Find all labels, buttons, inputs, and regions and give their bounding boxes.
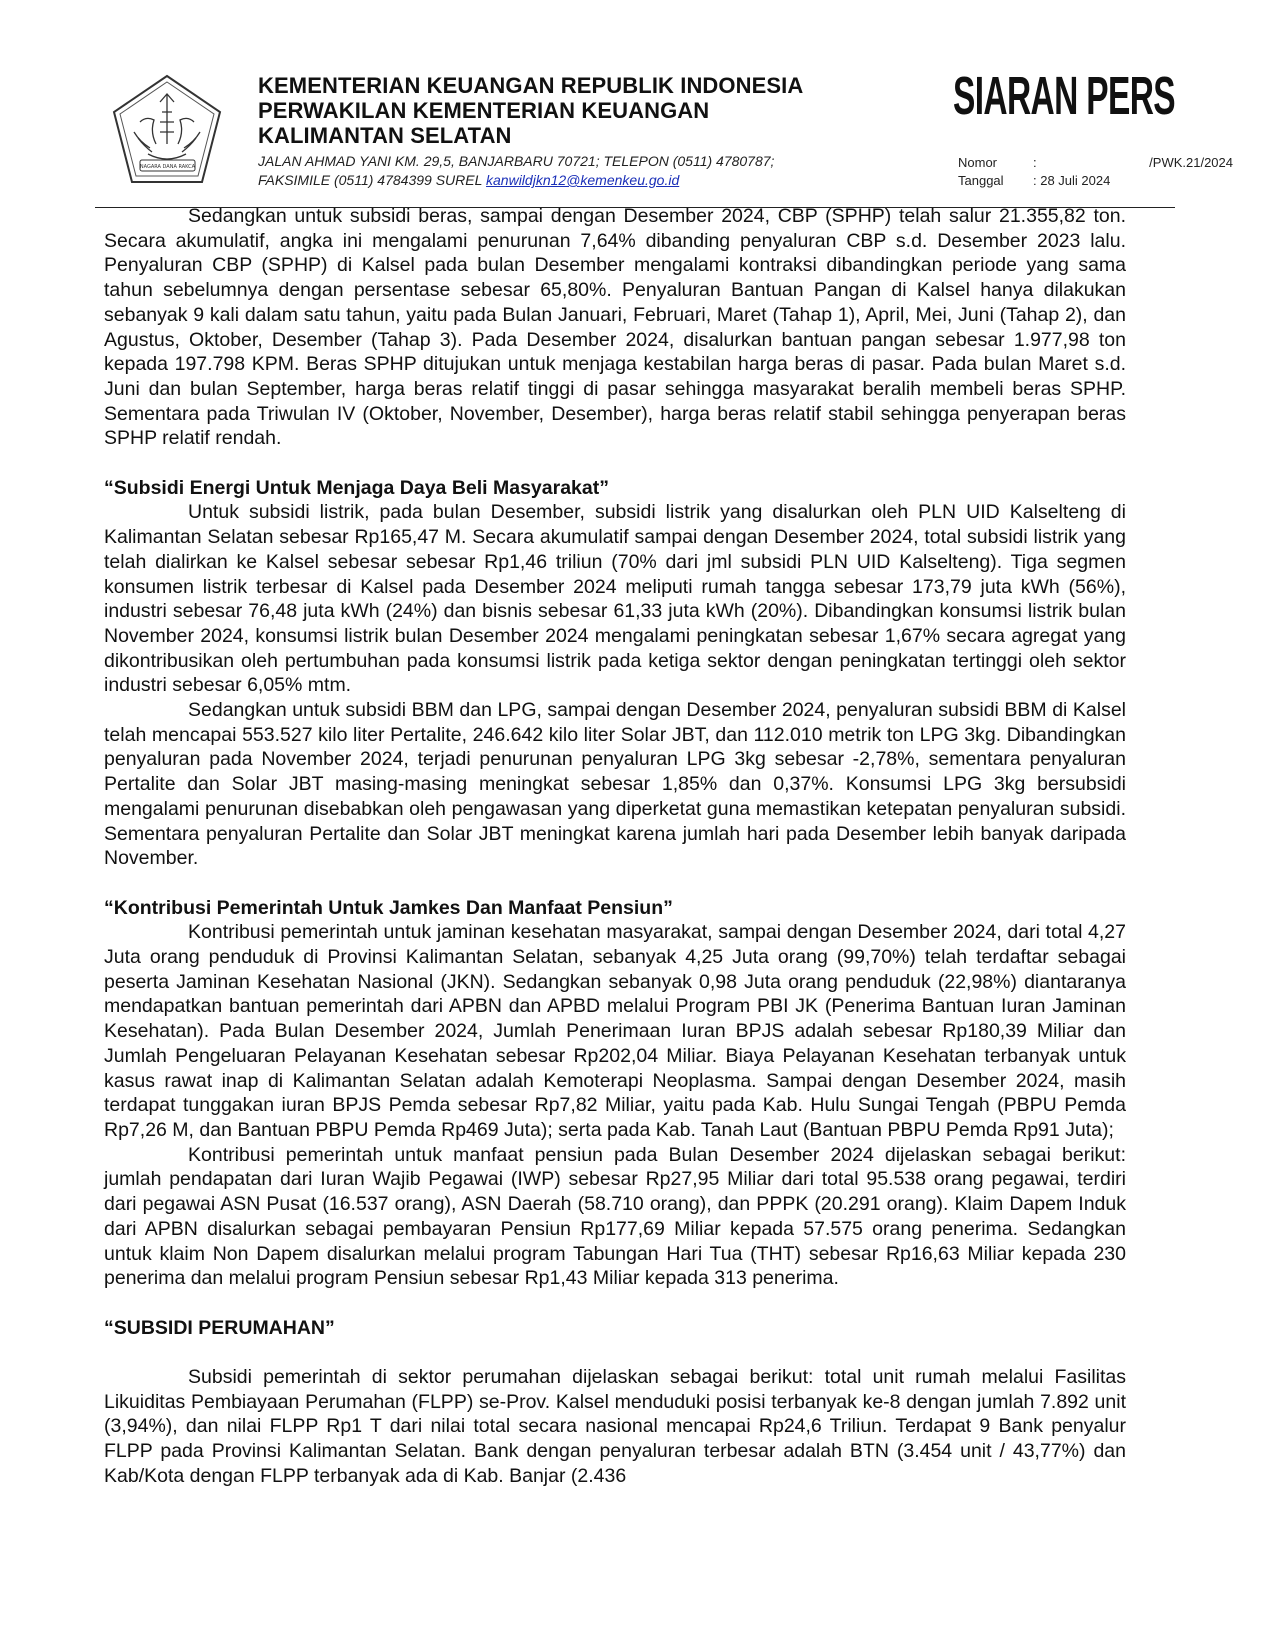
- address-line-2: [258, 171, 774, 190]
- paragraph-fuel-lpg-subsidy: Sedangkan untuk subsidi BBM dan LPG, sampai dengan Desember 2024, penyaluran subsidi BBM di Kalsel telah mencapai 553.527 kilo liter Pertalite, 246.642 kilo liter Solar JBT, dan 112.010 metrik ton LPG 3kg. Dibandingkan penyaluran pada November 2024, terjadi penurunan penyaluran LPG 3kg sebesar -2,78%, sementara penyaluran Pertalite dan Solar JBT masing-masing meningkat sebesar 1,85% dan 0,37%. Konsumsi LPG 3kg bersubsidi mengalami penurunan disebabkan oleh pengawasan yang diperketat guna memastikan ketepatan penyaluran subsidi. Sementara penyaluran Pertalite dan Solar JBT meningkat karena jumlah hari pada Desember lebih banyak daripada November.: [104, 699, 1126, 870]
- org-line-3: KALIMANTAN SELATAN: [258, 123, 512, 148]
- org-line-2: PERWAKILAN KEMENTERIAN KEUANGAN: [258, 98, 710, 123]
- nomor-label: Nomor: [958, 155, 998, 170]
- release-title: SIARAN PERS: [953, 66, 1175, 126]
- paragraph-rice-subsidy: Sedangkan untuk subsidi beras, sampai dengan Desember 2024, CBP (SPHP) telah salur 21.355,82 ton. Secara akumulatif, angka ini mengalami penurunan 7,64% dibanding penyaluran CBP s.d. Desember 2023 lalu. Penyaluran CBP (SPHP) di Kalsel pada bulan Desember mengalami kontraksi dibandingkan periode yang sama tahun sebelumnya dengan persentase sebesar 65,80%. Penyaluran Bantuan Pangan di Kalsel hanya dilakukan sebanyak 9 kali dalam satu tahun, yaitu pada Bulan Januari, Februari, Maret (Tahap 1), April, Mei, Juni (Tahap 2), dan Agustus, Oktober, Desember (Tahap 3). Pada Desember 2024, disalurkan bantuan pangan sebesar 1.977,98 ton kepada 197.798 KPM. Beras SPHP ditujukan untuk menjaga kestabilan harga beras di pasar. Pada bulan Maret s.d. Juni dan bulan September, harga beras relatif tinggi di pasar sehingga masyarakat beralih membeli beras SPHP. Sementara pada Triwulan IV (Oktober, November, Desember), harga beras relatif stabil sehingga penyerapan beras SPHP relatif rendah.: [104, 205, 1126, 450]
- organization-name: [258, 73, 803, 148]
- logo-text: NAGARA DANA RAKCA: [139, 164, 196, 170]
- nomor-separator: :: [1033, 155, 1037, 170]
- email-link[interactable]: kanwildjkn12@kemenkeu.go.id: [486, 172, 680, 188]
- paragraph-electricity-subsidy: Untuk subsidi listrik, pada bulan Desember, subsidi listrik yang disalurkan oleh PLN UID Kalselteng di Kalimantan Selatan sebesar Rp165,47 M. Secara akumulatif sampai dengan Desember 2024, total subsidi listrik yang telah dialirkan ke Kalsel sebesar sebesar Rp1,46 triliun (70% dari jml subsidi PLN UID Kalselteng). Tiga segmen konsumen listrik terbesar di Kalsel pada Desember 2024 meliputi rumah tangga sebesar 173,79 juta kWh (56%), industri sebesar 76,48 juta kWh (24%) dan bisnis sebesar 61,33 juta kWh (20%). Dibandingkan konsumsi listrik bulan November 2024, konsumsi listrik bulan Desember 2024 mengalami peningkatan sebesar 1,67% secara agregat yang dikontribusikan oleh pertumbuhan pada konsumsi listrik pada ketiga sektor dengan peningkatan tertinggi oleh sektor industri sebesar 6,05% mtm.: [104, 501, 1126, 697]
- paragraph-health-insurance: Kontribusi pemerintah untuk jaminan kesehatan masyarakat, sampai dengan Desember 2024, dari total 4,27 Juta orang penduduk di Provinsi Kalimantan Selatan, sebanyak 4,25 Juta orang (99,70%) telah terdaftar sebagai peserta Jaminan Kesehatan Nasional (JKN). Sedangkan sebanyak 0,98 Juta orang penduduk (22,98%) diantaranya mendapatkan bantuan pemerintah dari APBN dan APBD melalui Program PBI JK (Penerima Bantuan Iuran Jaminan Kesehatan). Pada Bulan Desember 2024, Jumlah Penerimaan Iuran BPJS adalah sebesar Rp180,39 Miliar dan Jumlah Pengeluaran Pelayanan Kesehatan sebesar Rp202,04 Miliar. Biaya Pelayanan Kesehatan terbanyak untuk kasus rawat inap di Kalimantan Selatan adalah Kemoterapi Neoplasma. Sampai dengan Desember 2024, masih terdapat tunggakan iuran BPJS Pemda sebesar Rp7,82 Miliar, yaitu pada Kab. Hulu Sungai Tengah (PBPU Pemda Rp7,26 M, dan Bantuan PBPU Pemda Rp469 Juta); serta pada Kab. Tanah Laut (Bantuan PBPU Pemda Rp91 Juta);: [104, 921, 1126, 1141]
- heading-jamkes-pension: “Kontribusi Pemerintah Untuk Jamkes Dan Manfaat Pensiun”: [104, 896, 673, 919]
- kemenkeu-emblem-icon: [110, 72, 225, 187]
- document-body: [104, 204, 1126, 1489]
- tanggal-value: : 28 Juli 2024: [1033, 173, 1111, 188]
- address-line-1: JALAN AHMAD YANI KM. 29,5, BANJARBARU 70721; TELEPON (0511) 4780787;: [258, 153, 775, 169]
- paragraph-pension: Kontribusi pemerintah untuk manfaat pensiun pada Bulan Desember 2024 dijelaskan sebagai berikut: jumlah pendapatan dari Iuran Wajib Pegawai (IWP) sebesar Rp27,95 Miliar dari total 95.538 orang pegawai, terdiri dari pegawai ASN Pusat (16.537 orang), ASN Daerah (58.710 orang), dan PPPK (20.291 orang). Klaim Dapem Induk dari APBN disalurkan sebagai pembayaran Pensiun Rp177,69 Miliar kepada 57.575 orang penerima. Sedangkan untuk klaim Non Dapem disalurkan melalui program Tabungan Hari Tua (THT) sebesar Rp16,63 Miliar kepada 230 penerima dan melalui program Pensiun sebesar Rp1,43 Miliar kepada 313 penerima.: [104, 1143, 1126, 1290]
- address-block: [258, 152, 774, 190]
- heading-housing-subsidy: “SUBSIDI PERUMAHAN”: [104, 1316, 335, 1339]
- fax-text: FAKSIMILE (0511) 4784399 SUREL: [258, 172, 487, 188]
- paragraph-housing-subsidy: Subsidi pemerintah di sektor perumahan dijelaskan sebagai berikut: total unit rumah melalui Fasilitas Likuiditas Pembiayaan Perumahan (FLPP) se-Prov. Kalsel menduduki posisi terbanyak ke-8 dengan jumlah 7.892 unit (3,94%), dan nilai FLPP Rp1 T dari nilai total secara nasional mencapai Rp24,6 Triliun. Terdapat 9 Bank penyalur FLPP pada Provinsi Kalimantan Selatan. Bank dengan penyaluran terbesar adalah BTN (3.454 unit / 43,77%) dan Kab/Kota dengan FLPP terbanyak ada di Kab. Banjar (2.436: [104, 1365, 1126, 1487]
- nomor-value: /PWK.21/2024: [1149, 155, 1233, 170]
- heading-energy-subsidy: “Subsidi Energi Untuk Menjaga Daya Beli Masyarakat”: [104, 476, 609, 499]
- document-meta: [958, 154, 1233, 190]
- org-line-1: KEMENTERIAN KEUANGAN REPUBLIK INDONESIA: [258, 73, 804, 98]
- tanggal-label: Tanggal: [958, 173, 1004, 188]
